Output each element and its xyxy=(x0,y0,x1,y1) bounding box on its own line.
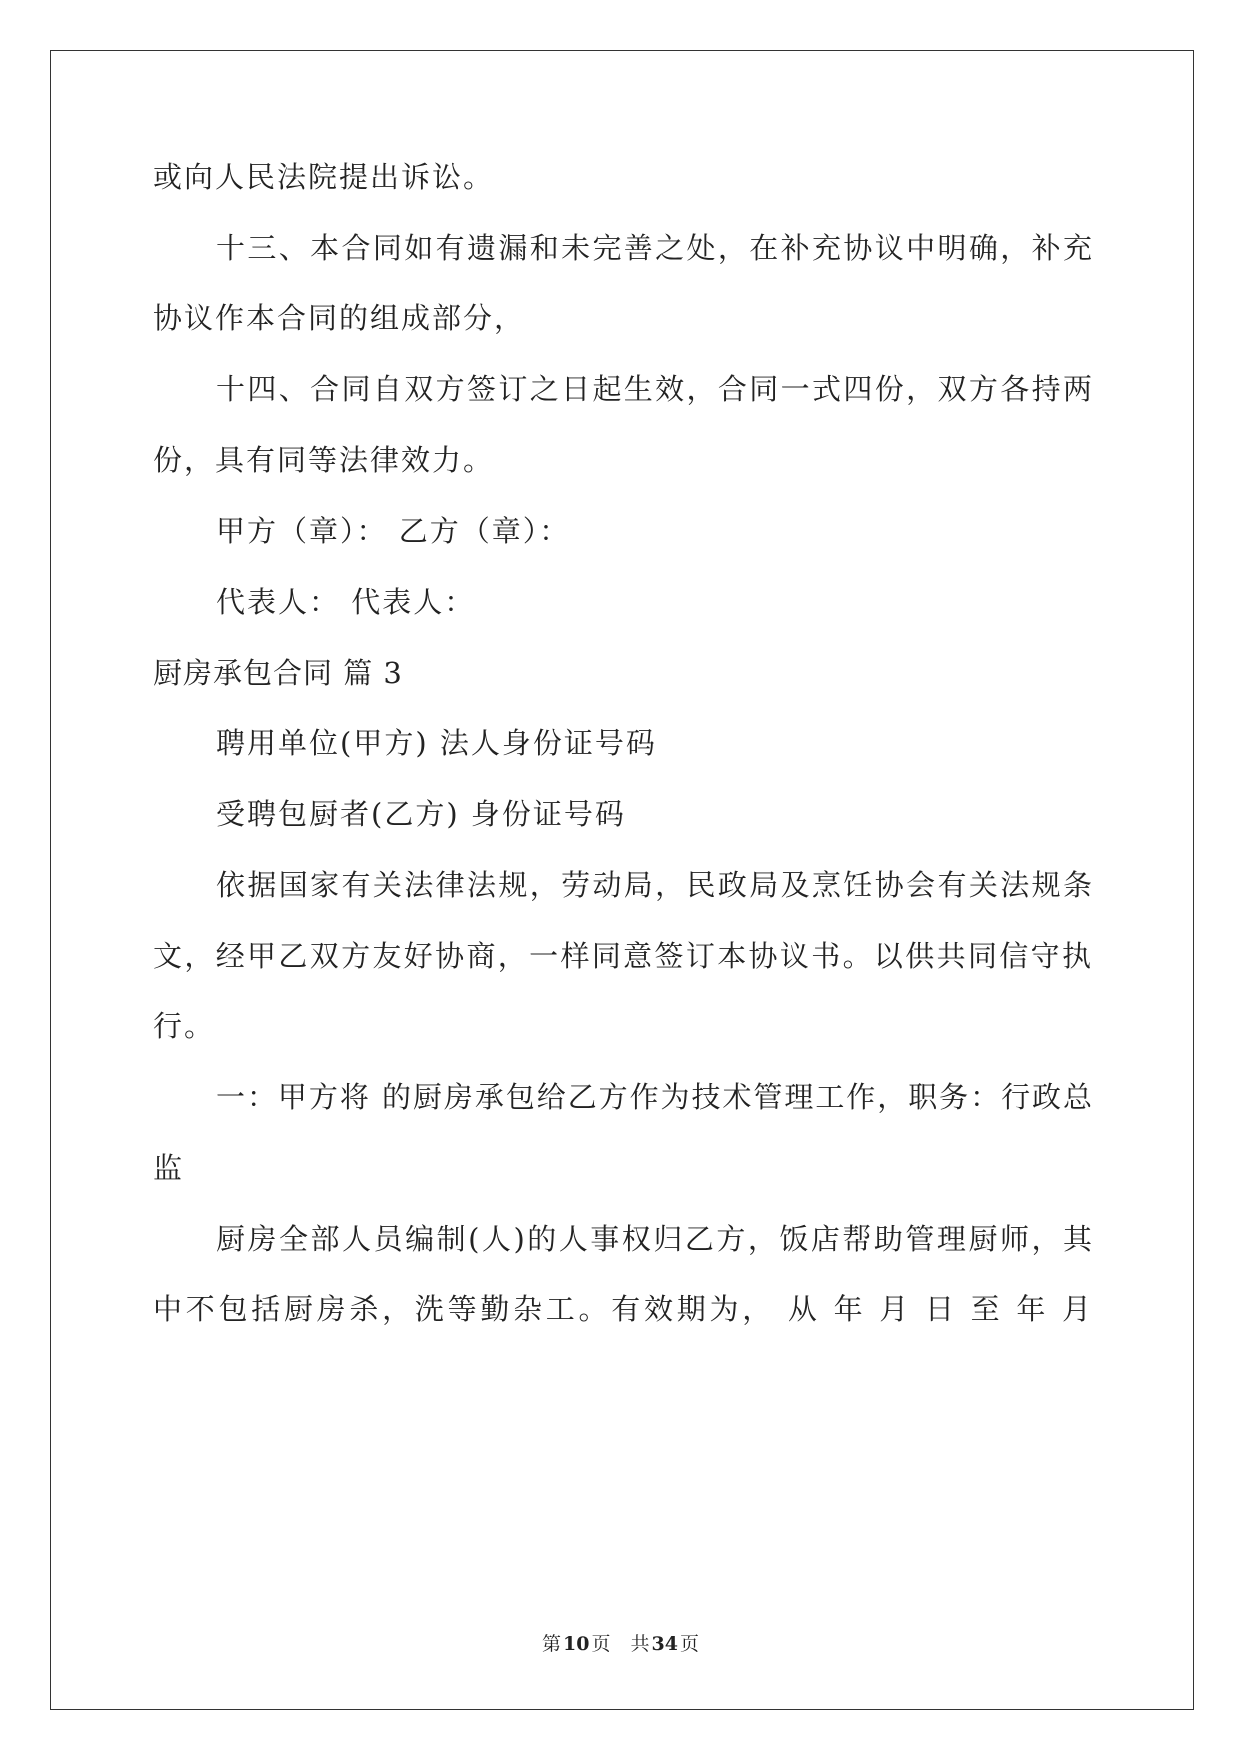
footer-page-current: 10 xyxy=(563,1633,590,1655)
body-line-14: 一：甲方将 的厨房承包给乙方作为技术管理工作，职务：行政总 xyxy=(216,1080,1092,1114)
body-line-3: 协议作本合同的组成部分， xyxy=(153,301,526,335)
body-line-1: 或向人民法院提出诉讼。 xyxy=(153,160,495,194)
body-line-4: 十四、合同自双方签订之日起生效，合同一式四份，双方各持两 xyxy=(216,372,1092,406)
signature-representative-line: 代表人： 代表人： xyxy=(216,585,476,619)
signature-party-line: 甲方（章）： 乙方（章）： xyxy=(216,514,571,548)
employee-line: 受聘包厨者(乙方) 身份证号码 xyxy=(216,797,626,831)
footer-total-prefix: 共 xyxy=(630,1633,650,1655)
body-line-13: 行。 xyxy=(153,1009,216,1043)
footer-page-total: 34 xyxy=(651,1633,678,1655)
body-line-12: 文，经甲乙双方友好协商，一样同意签订本协议书。以供共同信守执 xyxy=(153,939,1091,973)
footer-page-prefix: 第 xyxy=(542,1633,562,1655)
body-line-11: 依据国家有关法律法规，劳动局，民政局及烹饪协会有关法规条 xyxy=(216,868,1092,902)
footer-page-unit: 页 xyxy=(591,1633,611,1655)
employer-line: 聘用单位(甲方) 法人身份证号码 xyxy=(216,726,657,760)
body-line-2: 十三、本合同如有遗漏和未完善之处，在补充协议中明确，补充 xyxy=(216,231,1092,265)
body-line-15: 监 xyxy=(153,1151,185,1185)
page-footer xyxy=(0,1632,1241,1656)
body-line-17: 中不包括厨房杀，洗等勤杂工。有效期为， 从 年 月 日 至 年 月 xyxy=(153,1292,1091,1326)
footer-total-unit: 页 xyxy=(679,1633,699,1655)
body-line-16: 厨房全部人员编制(人)的人事权归乙方，饭店帮助管理厨师，其 xyxy=(216,1222,1092,1256)
section-heading: 厨房承包合同 篇 3 xyxy=(153,656,403,690)
body-line-5: 份，具有同等法律效力。 xyxy=(153,443,495,477)
